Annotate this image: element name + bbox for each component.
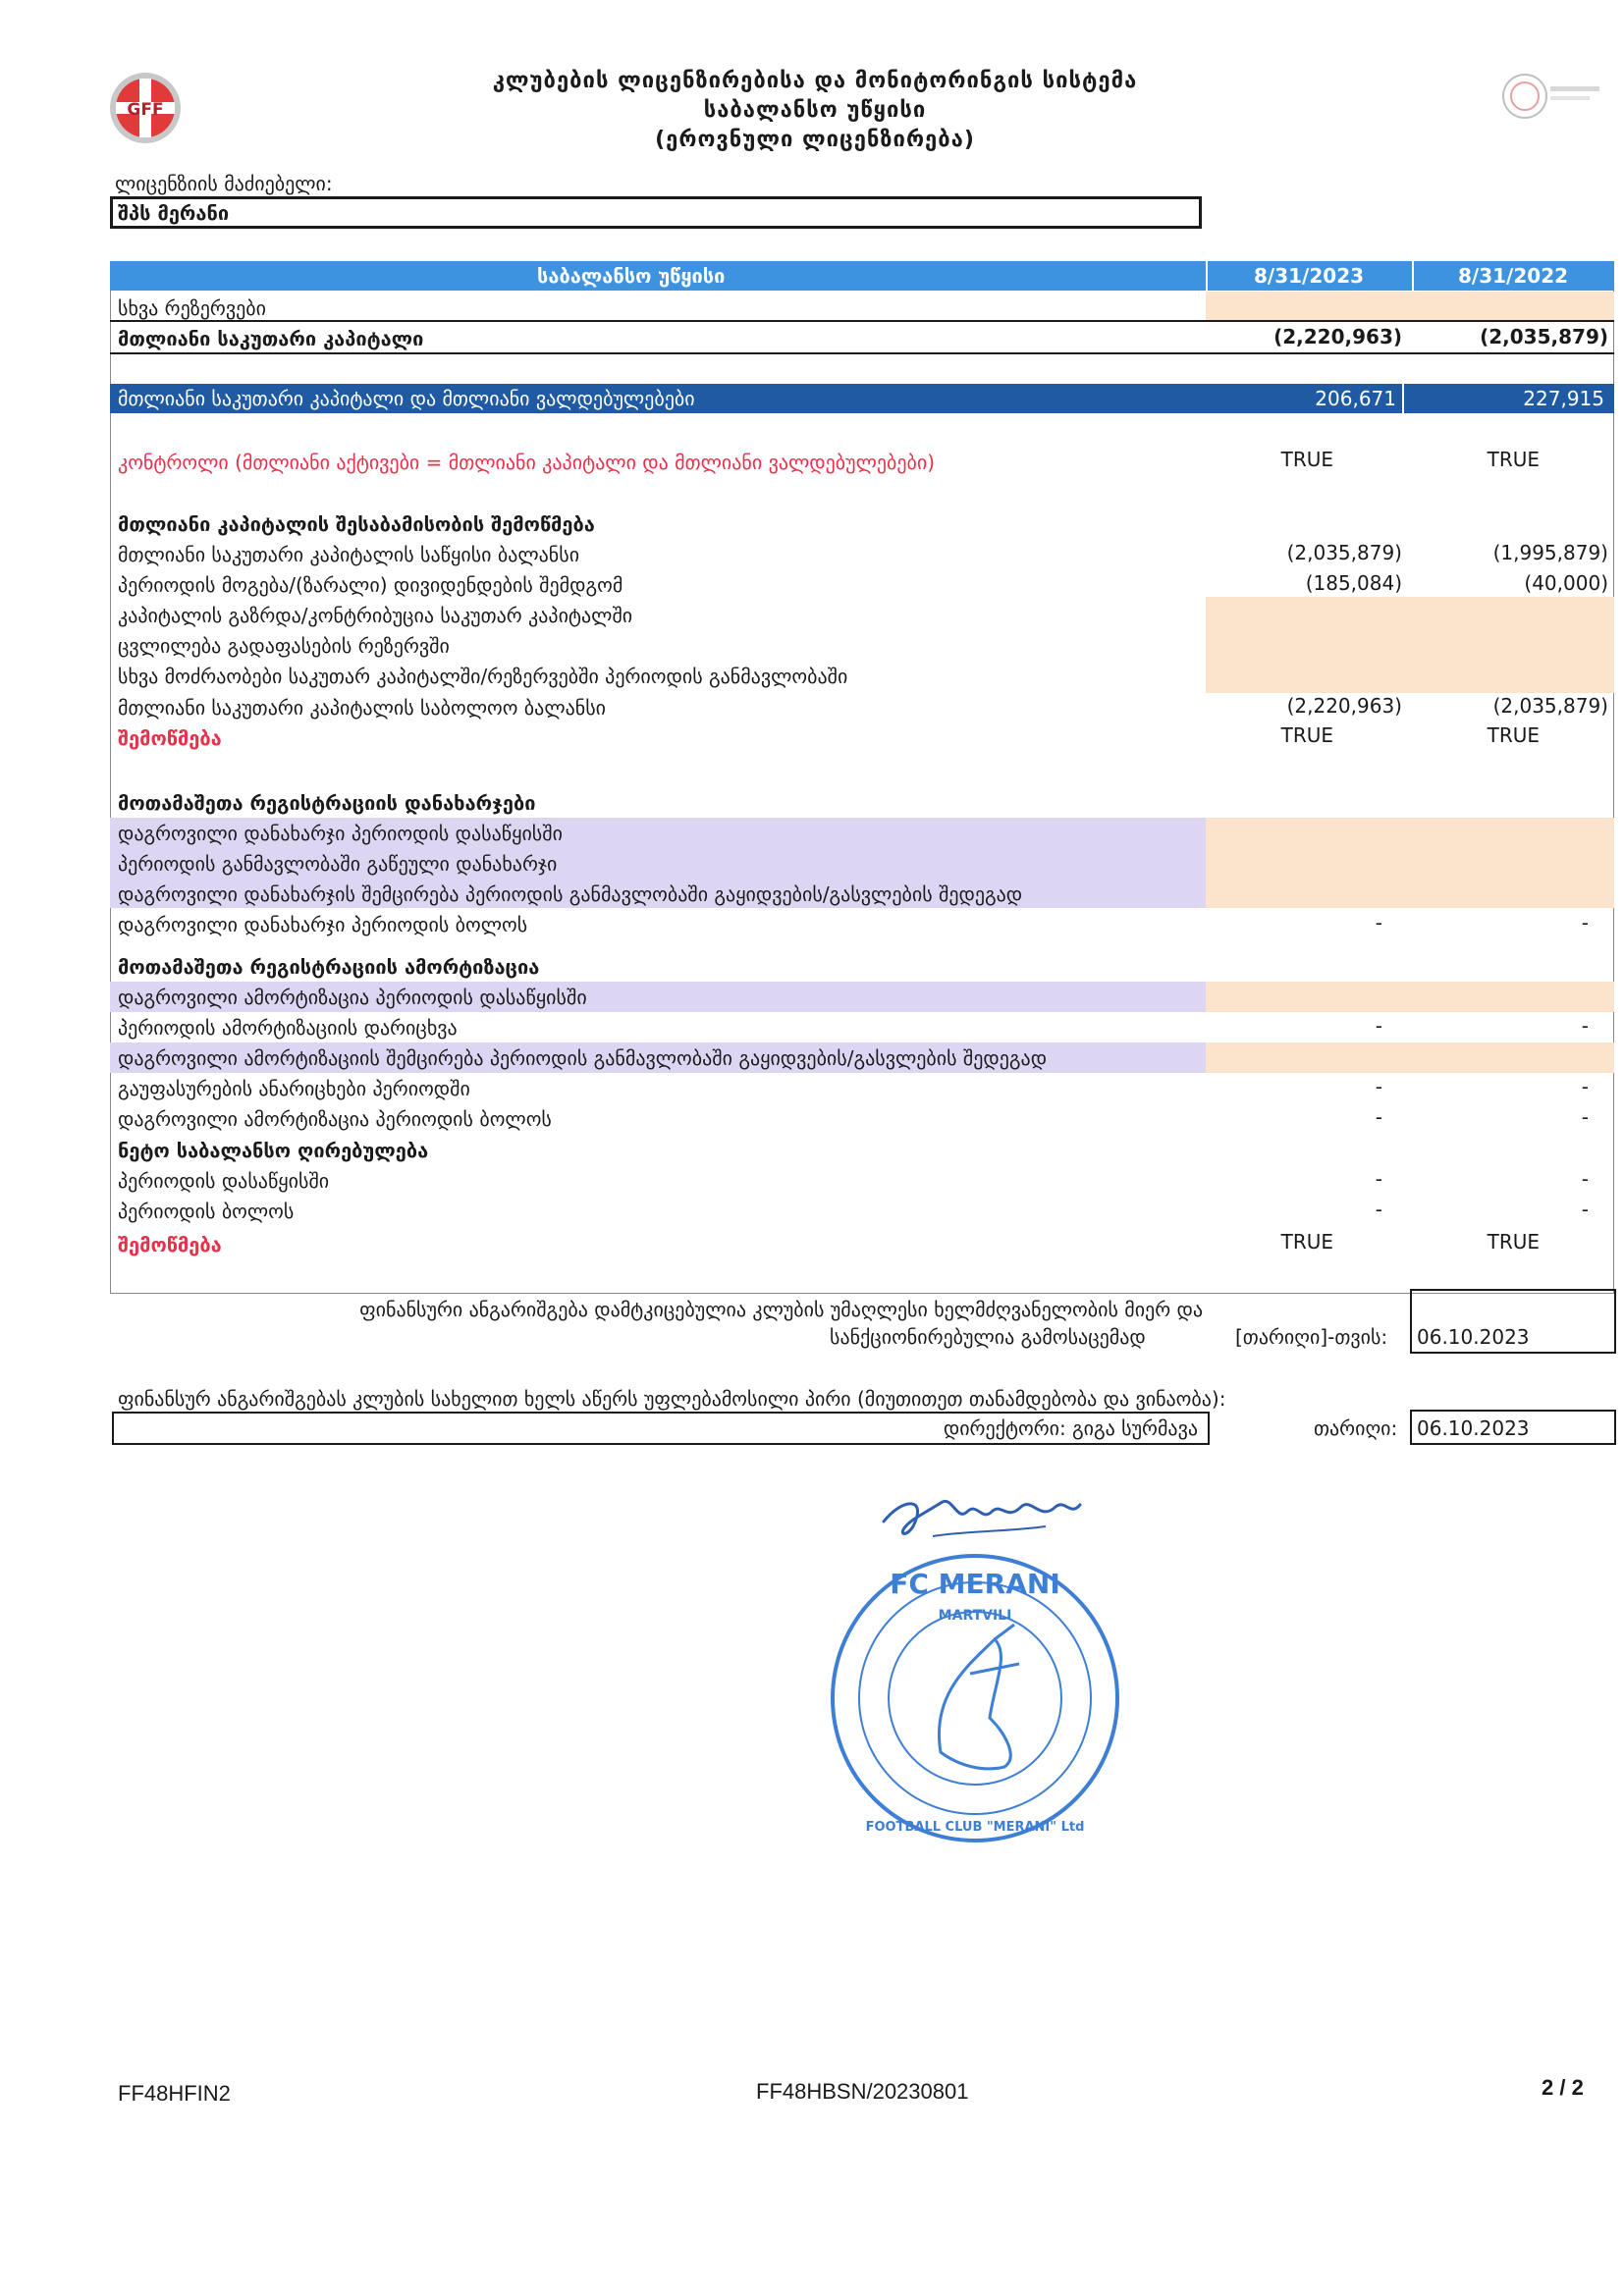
- gff-logo: [108, 71, 183, 145]
- equity-closing-v2: (2,035,879): [1492, 694, 1608, 718]
- equity-opening-v2: (1,995,879): [1492, 541, 1608, 564]
- cost-closing-v2: -: [1581, 911, 1589, 934]
- col1-date: 8/31/2023: [1254, 264, 1365, 288]
- footer-page: 2 / 2: [1542, 2075, 1584, 2100]
- signatory-person: დირექტორი: გიგა სურმავა: [943, 1416, 1198, 1440]
- row-nbv-opening: პერიოდის დასაწყისში: [118, 1169, 330, 1193]
- row-cost-disposals: დაგროვილი დანახარჯის შემცირება პერიოდის განმავლობაში გაყიდვების/გასვლების შედეგად: [118, 882, 1023, 906]
- row-amort-charge: პერიოდის ამორტიზაციის დარიცხვა: [118, 1016, 458, 1040]
- input-shade: [1206, 982, 1614, 1012]
- amort-charge-v2: -: [1581, 1014, 1589, 1038]
- row-revaluation-change: ცვლილება გადაფასების რეზერვში: [118, 634, 450, 658]
- input-shade: [1206, 597, 1614, 693]
- profit-loss-v1: (185,084): [1305, 571, 1402, 595]
- control-v2: TRUE: [1487, 448, 1540, 471]
- header-title-line2: საბალანსო უწყისი: [703, 98, 927, 123]
- nbv-opening-v1: -: [1375, 1167, 1382, 1191]
- total-equity-v2: (2,035,879): [1480, 325, 1608, 348]
- licensee-value: შპს მერანი: [118, 201, 230, 225]
- row-cost-opening: დაგროვილი დანახარჯი პერიოდის დასაწყისში: [118, 822, 563, 845]
- check-1-v2: TRUE: [1487, 723, 1540, 747]
- signature-image: [874, 1477, 1090, 1551]
- input-shade: [1206, 1042, 1614, 1073]
- equity-closing-v1: (2,220,963): [1286, 694, 1402, 718]
- control-v1: TRUE: [1280, 448, 1333, 471]
- nbv-closing-v2: -: [1581, 1198, 1589, 1221]
- row-other-movements: სხვა მოძრაობები საკუთარ კაპიტალში/რეზერვებში პერიოდის განმავლობაში: [118, 665, 848, 688]
- nbv-opening-v2: -: [1581, 1167, 1589, 1191]
- impairment-v1: -: [1375, 1075, 1382, 1098]
- row-equity-closing: მთლიანი საკუთარი კაპიტალის საბოლოო ბალანსი: [118, 696, 607, 720]
- amort-charge-v1: -: [1375, 1014, 1382, 1038]
- row-cost-incurred: პერიოდის განმავლობაში გაწეული დანახარჯი: [118, 852, 558, 876]
- licensee-label: ლიცენზიის მაძიებელი:: [115, 172, 333, 195]
- approval-date-label: [თარიღი]-თვის:: [1235, 1325, 1388, 1349]
- total-equity-liabilities-label: მთლიანი საკუთარი კაპიტალი და მთლიანი ვალდებულებები: [118, 387, 695, 410]
- divider: [110, 320, 1614, 322]
- row-equity-opening: მთლიანი საკუთარი კაპიტალის საწყისი ბალანსი: [118, 543, 580, 566]
- signatory-text: ფინანსურ ანგარიშგებას კლუბის სახელით ხელს აწერს უფლებამოსილი პირი (მიუთითეთ თანამდებობა და ვინაობა):: [118, 1387, 1226, 1411]
- approval-text-line1: ფინანსური ანგარიშგება დამტკიცებულია კლუბის უმაღლესი ხელმძღვანელობის მიერ და: [359, 1298, 1203, 1321]
- total-equity-liabilities-v2: 227,915: [1523, 387, 1604, 410]
- approval-date-value: 06.10.2023: [1417, 1325, 1530, 1349]
- profit-loss-v2: (40,000): [1524, 571, 1608, 595]
- row-check-1: შემოწმება: [118, 726, 222, 750]
- header-title-line1: კლუბების ლიცენზირებისა და მონიტორინგის სისტემა: [492, 69, 1138, 93]
- footer-left-code: FF48HFIN2: [118, 2081, 231, 2106]
- club-stamp: [823, 1546, 1127, 1850]
- table-title: საბალანსო უწყისი: [537, 264, 726, 288]
- amort-closing-v1: -: [1375, 1105, 1382, 1129]
- total-equity-liabilities-bar: [110, 384, 1614, 413]
- approval-text-line2: სანქციონირებულია გამოსაცემად: [830, 1325, 1146, 1349]
- footer-center-code: FF48HBSN/20230801: [756, 2079, 969, 2104]
- input-shade: [1206, 292, 1614, 322]
- nbv-closing-v1: -: [1375, 1198, 1382, 1221]
- row-amortisation-heading: მოთამაშეთა რეგისტრაციის ამორტიზაცია: [118, 955, 540, 979]
- divider: [110, 352, 1614, 354]
- row-cost-closing: დაგროვილი დანახარჯი პერიოდის ბოლოს: [118, 913, 528, 936]
- svg-text:FC MERANI: FC MERANI: [890, 1568, 1060, 1600]
- check-2-v2: TRUE: [1487, 1230, 1540, 1254]
- check-1-v1: TRUE: [1280, 723, 1333, 747]
- row-impairment: გაუფასურების ანარიცხები პერიოდში: [118, 1077, 470, 1100]
- row-amort-disposals: დაგროვილი ამორტიზაციის შემცირება პერიოდის განმავლობაში გაყიდვების/გასვლების შედეგად: [118, 1046, 1048, 1070]
- row-control: კონტროლი (მთლიანი აქტივები = მთლიანი კაპიტალი და მთლიანი ვალდებულებები): [118, 451, 936, 474]
- svg-text:FOOTBALL CLUB "MERANI" Ltd: FOOTBALL CLUB "MERANI" Ltd: [865, 1820, 1085, 1835]
- approved-seal-icon: [1497, 69, 1605, 128]
- row-amort-closing: დაგროვილი ამორტიზაცია პერიოდის ბოლოს: [118, 1107, 552, 1131]
- check-2-v1: TRUE: [1280, 1230, 1333, 1254]
- row-player-reg-costs-heading: მოთამაშეთა რეგისტრაციის დანახარჯები: [118, 791, 536, 815]
- amort-closing-v2: -: [1581, 1105, 1589, 1129]
- signatory-date-value: 06.10.2023: [1417, 1416, 1530, 1440]
- row-capital-increase: კაპიტალის გაზრდა/კონტრიბუცია საკუთარ კაპიტალში: [118, 604, 633, 627]
- svg-text:MARTVILI: MARTVILI: [938, 1608, 1012, 1624]
- signatory-date-label: თარიღი:: [1314, 1416, 1398, 1440]
- total-equity-liabilities-v1: 206,671: [1315, 387, 1396, 410]
- svg-text:GFF: GFF: [127, 100, 164, 120]
- table-header-bar: [110, 261, 1614, 291]
- row-profit-loss: პერიოდის მოგება/(ზარალი) დივიდენდების შემდგომ: [118, 573, 623, 597]
- col2-date: 8/31/2022: [1458, 264, 1569, 288]
- row-other-reserves: სხვა რეზერვები: [118, 296, 266, 320]
- impairment-v2: -: [1581, 1075, 1589, 1098]
- row-equity-check-heading: მთლიანი კაპიტალის შესაბამისობის შემოწმება: [118, 512, 595, 536]
- total-equity-v1: (2,220,963): [1273, 325, 1402, 348]
- row-total-equity: მთლიანი საკუთარი კაპიტალი: [118, 327, 424, 350]
- equity-opening-v1: (2,035,879): [1286, 541, 1402, 564]
- header-title-line3: (ეროვნული ლიცენზირება): [655, 128, 975, 152]
- row-amort-opening: დაგროვილი ამორტიზაცია პერიოდის დასაწყისში: [118, 986, 587, 1009]
- row-nbv-closing: პერიოდის ბოლოს: [118, 1200, 295, 1223]
- input-shade: [1206, 818, 1614, 908]
- row-check-2: შემოწმება: [118, 1233, 222, 1256]
- row-nbv-heading: ნეტო საბალანსო ღირებულება: [118, 1139, 429, 1162]
- cost-closing-v1: -: [1375, 911, 1382, 934]
- licensee-box: [110, 196, 1202, 229]
